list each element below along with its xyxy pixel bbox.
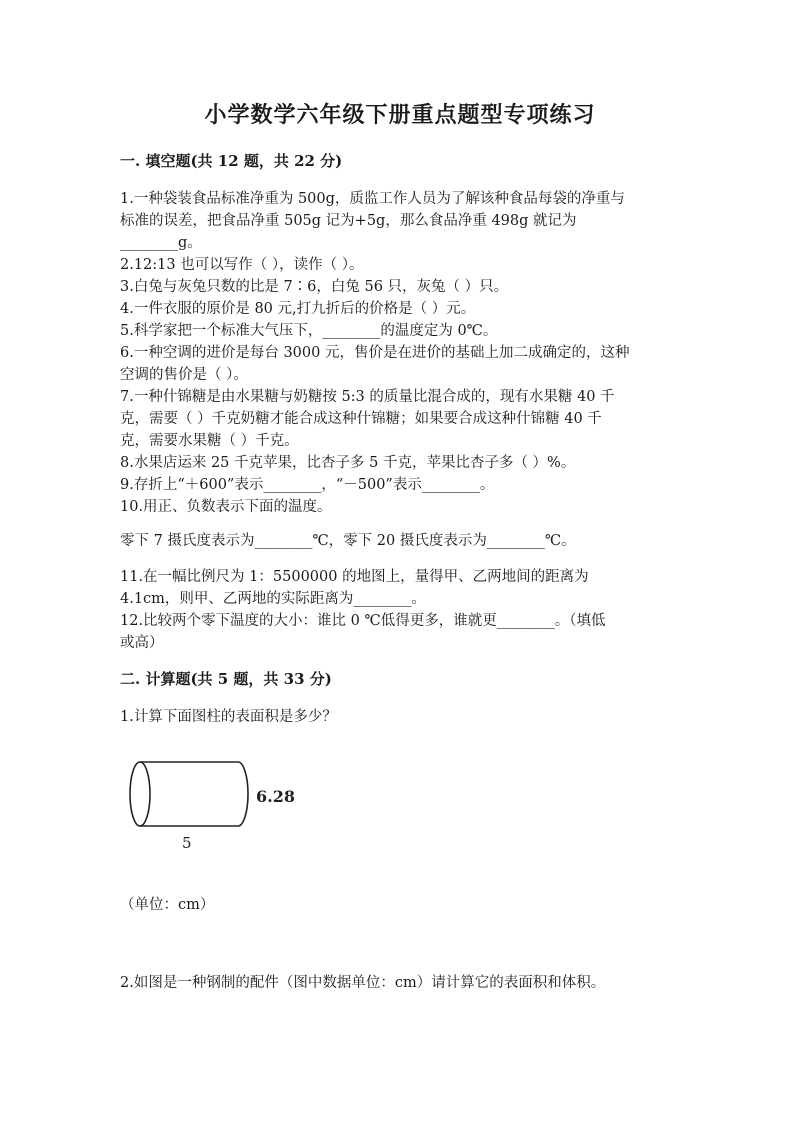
section-calculation-heading: 二. 计算题(共 5 题，共 33 分) [120,670,332,688]
question-1-line-2: 标准的误差，把食品净重 505g 记为+5g，那么食品净重 498g 就记为 [120,213,577,229]
cylinder-length-label: 5 [182,834,192,852]
question-1-line-3: ________g。 [120,235,202,251]
cylinder-right-base [238,762,248,826]
question-3: 3.白兔与灰兔只数的比是 7∶6，白兔 56 只，灰兔（ ）只。 [120,279,509,295]
question-12-line-2: 或高） [120,635,164,651]
question-11-line-2: 4.1cm，则甲、乙两地的实际距离为________。 [120,591,426,607]
unit-note: （单位：cm） [120,897,215,913]
calc-question-2: 2.如图是一种钢制的配件（图中数据单位：cm）请计算它的表面积和体积。 [120,975,606,991]
section-fill-in-heading: 一. 填空题(共 12 题，共 22 分) [120,152,343,170]
calc-question-1: 1.计算下面图柱的表面积是多少？ [120,709,337,725]
question-11-line-1: 11.在一幅比例尺为 1：5500000 的地图上，量得甲、乙两地间的距离为 [120,569,589,585]
page-title: 小学数学六年级下册重点题型专项练习 [204,102,596,128]
question-1-line-1: 1.一种袋装食品标准净重为 500g，质监工作人员为了解该种食品每袋的净重与 [120,191,625,207]
question-8: 8.水果店运来 25 千克苹果，比杏子多 5 千克，苹果比杏子多（ ）%。 [120,455,576,471]
question-10-line-1: 10.用正、负数表示下面的温度。 [120,499,332,515]
question-2: 2.12:13 也可以写作（ ），读作（ ）。 [120,257,364,273]
question-9: 9.存折上“＋600”表示________，“－500”表示________。 [120,477,495,493]
question-4: 4.一件衣服的原价是 80 元,打九折后的价格是（ ）元。 [120,301,476,317]
cylinder-diameter-label: 6.28 [256,787,295,806]
question-12-line-1: 12.比较两个零下温度的大小：谁比 0 ℃低得更多，谁就更________。（填低 [120,613,606,629]
question-7-line-1: 7.一种什锦糖是由水果糖与奶糖按 5:3 的质量比混合成的，现有水果糖 40 千 [120,389,615,405]
cylinder-figure [120,752,320,862]
cylinder-diagram [120,752,320,862]
question-6-line-1: 6.一种空调的进价是每台 3000 元，售价是在进价的基础上加二成确定的，这种 [120,345,630,361]
question-5: 5.科学家把一个标准大气压下，________的温度定为 0℃。 [120,323,498,339]
question-7-line-3: 克，需要水果糖（ ）千克。 [120,433,299,449]
question-10-line-2: 零下 7 摄氏度表示为________℃，零下 20 摄氏度表示为________℃。 [120,533,576,549]
question-6-line-2: 空调的售价是（ ）。 [120,367,248,383]
question-7-line-2: 克，需要（ ）千克奶糖才能合成这种什锦糖；如果要合成这种什锦糖 40 千 [120,411,602,427]
cylinder-left-base [130,762,150,826]
